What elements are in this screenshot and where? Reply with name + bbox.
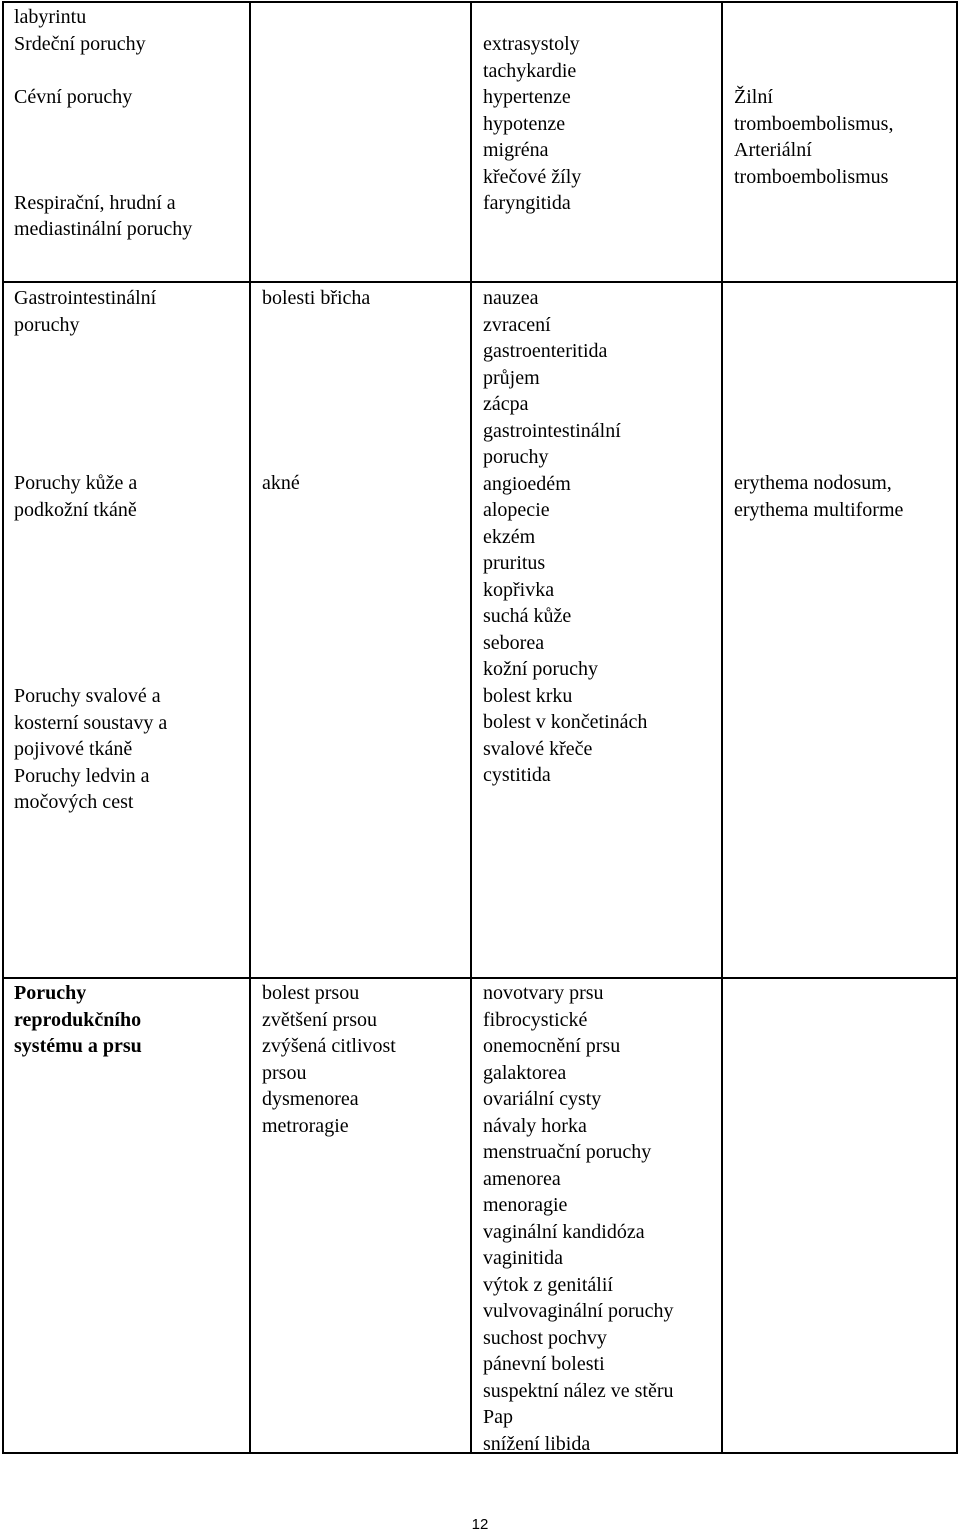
table-col-divider [721, 1, 723, 1454]
cell-line: hypertenze [483, 86, 571, 108]
cell-line: metroragie [262, 1114, 349, 1137]
cell-line: menstruační poruchy [483, 1141, 652, 1163]
cell-line: Poruchy kůže a [14, 472, 138, 494]
table-row-divider [2, 977, 958, 979]
cell-line: nauzea [483, 287, 539, 309]
cell-line: Poruchy svalové a [14, 685, 161, 707]
cell-line: dysmenorea [262, 1088, 359, 1110]
cell-line: gastrointestinální [483, 419, 621, 442]
cell-line: gastroenteritida [483, 340, 608, 362]
cell-line: extrasystoly [483, 33, 580, 55]
cell-line: fibrocystické [483, 1008, 588, 1031]
cell-line: ekzém [483, 525, 536, 548]
cell-top-rare-effects [734, 84, 893, 190]
cell-line: alopecie [483, 499, 550, 521]
cell-mid-rare-effects [734, 470, 903, 523]
cell-line: erythema nodosum, [734, 472, 892, 494]
cell-line: Arteriální [734, 139, 812, 161]
cell-line [14, 163, 192, 190]
cell-line: seborea [483, 631, 545, 654]
cell-line: močových cest [14, 791, 134, 813]
cell-bottom-system-organ-class [14, 980, 142, 1060]
cell-top-system-organ-class [14, 4, 192, 243]
cell-line: poruchy [483, 446, 549, 468]
cell-line: bolest v končetinách [483, 711, 648, 733]
cell-mid-system-organ-class [14, 285, 156, 338]
cell-line: snížení libida [483, 1432, 591, 1455]
cell-line: pánevní bolesti [483, 1353, 605, 1375]
cell-line: vaginitida [483, 1247, 563, 1269]
cell-line: poruchy [14, 313, 80, 336]
cell-line: migréna [483, 139, 549, 161]
cell-line: návaly horka [483, 1114, 587, 1137]
cell-line: ovariální cysty [483, 1088, 602, 1110]
cell-line: hypotenze [483, 112, 566, 135]
cell-line: systému a prsu [14, 1035, 142, 1057]
table-border-bottom [2, 1452, 958, 1454]
cell-line: amenorea [483, 1167, 561, 1190]
cell-top-common-effects [483, 31, 581, 217]
cell-line: zvýšená citlivost [262, 1035, 396, 1057]
cell-line: Žilní [734, 86, 773, 108]
cell-line: kopřivka [483, 578, 555, 601]
cell-mid-system-organ-class [14, 470, 137, 523]
cell-line [14, 57, 192, 84]
cell-line: pruritus [483, 552, 546, 574]
table-border-right [956, 1, 958, 1454]
cell-line: kožní poruchy [483, 658, 598, 680]
cell-line: vaginální kandidóza [483, 1220, 645, 1243]
cell-line: akné [262, 472, 300, 494]
cell-mid-very-common-effects [262, 470, 300, 497]
cell-line: kosterní soustavy a [14, 711, 168, 734]
cell-line: prsou [262, 1061, 307, 1084]
cell-line: Srdeční poruchy [14, 32, 146, 55]
cell-line: suchá kůže [483, 605, 572, 627]
cell-line: tromboembolismus [734, 165, 889, 188]
cell-line: Respirační, hrudní a [14, 191, 176, 214]
page-number: 12 [471, 1516, 489, 1533]
cell-line: suchost pochvy [483, 1326, 607, 1349]
table-col-divider [470, 1, 472, 1454]
cell-line: mediastinální poruchy [14, 218, 193, 240]
cell-line: Gastrointestinální [14, 287, 157, 309]
cell-line: křečové žíly [483, 165, 582, 188]
cell-line: bolest krku [483, 684, 573, 707]
cell-mid-common-effects [483, 285, 647, 789]
cell-line: svalové křeče [483, 737, 593, 760]
cell-line: suspektní nález ve stěru [483, 1379, 674, 1402]
cell-line: Poruchy ledvin a [14, 764, 150, 787]
cell-line: zácpa [483, 393, 529, 415]
cell-line: tachykardie [483, 59, 577, 82]
table-border-left [2, 1, 4, 1454]
cell-line: výtok z genitálií [483, 1273, 613, 1296]
cell-line: bolest prsou [262, 982, 360, 1004]
cell-line: labyrintu [14, 6, 87, 28]
cell-line: onemocnění prsu [483, 1035, 621, 1057]
cell-line: Poruchy [14, 982, 87, 1004]
cell-line: Cévní poruchy [14, 85, 133, 108]
cell-line: bolesti břicha [262, 287, 371, 309]
cell-line [14, 137, 192, 164]
cell-line: angioedém [483, 472, 571, 495]
cell-mid-very-common-effects [262, 285, 370, 312]
cell-line: pojivové tkáně [14, 738, 133, 760]
cell-line: vulvovaginální poruchy [483, 1300, 674, 1322]
cell-line: erythema multiforme [734, 498, 904, 521]
cell-line: zvracení [483, 313, 551, 336]
table-row-divider [2, 281, 958, 283]
cell-line: novotvary prsu [483, 982, 604, 1004]
cell-line: tromboembolismus, [734, 112, 894, 135]
table-border-top [2, 1, 958, 3]
cell-line: podkožní tkáně [14, 498, 137, 521]
cell-line: Pap [483, 1406, 513, 1428]
cell-line [14, 110, 192, 137]
cell-bottom-very-common-effects [262, 980, 396, 1139]
cell-line: reprodukčního [14, 1008, 142, 1031]
cell-line: galaktorea [483, 1061, 567, 1084]
cell-mid-system-organ-class [14, 683, 167, 816]
table-col-divider [249, 1, 251, 1454]
cell-line: cystitida [483, 764, 551, 786]
cell-line: menoragie [483, 1194, 568, 1216]
cell-line: faryngitida [483, 192, 571, 214]
cell-bottom-common-effects [483, 980, 674, 1457]
cell-line: průjem [483, 366, 540, 389]
cell-line: zvětšení prsou [262, 1008, 377, 1031]
